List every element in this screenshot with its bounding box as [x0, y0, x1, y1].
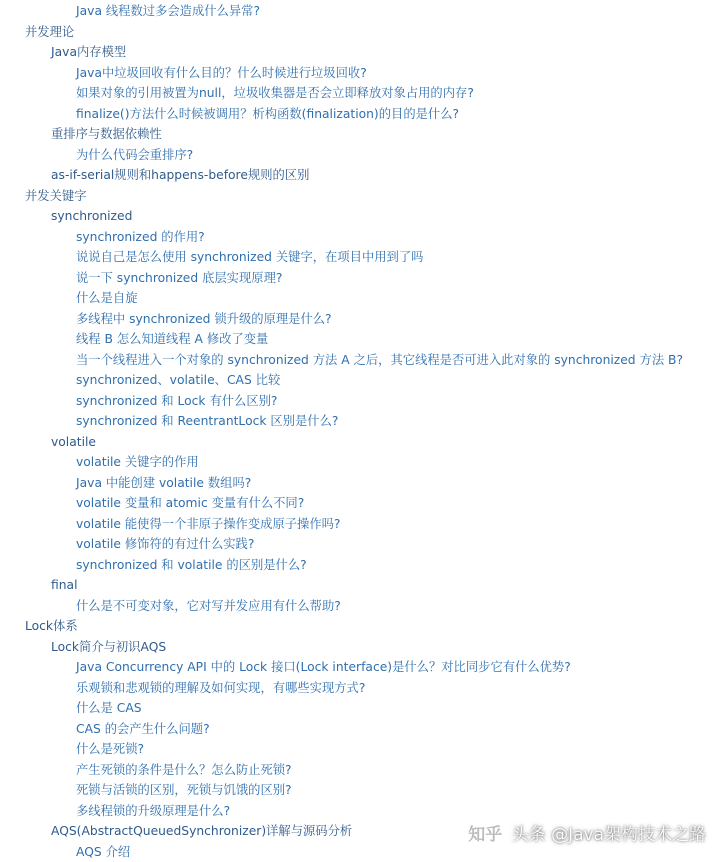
outline-question[interactable]: synchronized 和 Lock 有什么区别? — [0, 391, 277, 412]
watermark — [468, 823, 706, 847]
outline-question[interactable]: volatile 修饰符的有过什么实践? — [0, 534, 254, 555]
outline-section[interactable]: 并发理论 — [0, 22, 74, 43]
outline-question[interactable]: synchronized 和 ReentrantLock 区别是什么? — [0, 411, 338, 432]
outline-question[interactable]: 多线程中 synchronized 锁升级的原理是什么? — [0, 309, 332, 330]
outline-topic[interactable]: final — [0, 575, 78, 596]
outline-question[interactable]: 说说自己是怎么使用 synchronized 关键字，在项目中用到了吗 — [0, 247, 423, 268]
outline-question[interactable]: 什么是死锁? — [0, 739, 144, 760]
outline-question[interactable]: 死锁与活锁的区别，死锁与饥饿的区别? — [0, 780, 292, 801]
outline-topic[interactable]: 重排序与数据依赖性 — [0, 124, 162, 145]
outline-question[interactable]: synchronized 和 volatile 的区别是什么? — [0, 555, 307, 576]
outline-topic[interactable]: Java内存模型 — [0, 42, 126, 63]
watermark-text: 头条 @Java架构技术之路 — [512, 825, 706, 845]
outline-question[interactable]: 多线程锁的升级原理是什么? — [0, 801, 230, 822]
outline-topic[interactable]: volatile — [0, 432, 96, 453]
outline-question[interactable]: Java 中能创建 volatile 数组吗? — [0, 473, 251, 494]
outline-question[interactable]: volatile 能使得一个非原子操作变成原子操作吗? — [0, 514, 340, 535]
outline-question[interactable]: AQS 介绍 — [0, 842, 130, 862]
outline-topic[interactable]: as-if-serial规则和happens-before规则的区别 — [0, 165, 309, 186]
outline-question[interactable]: synchronized 的作用? — [0, 227, 205, 248]
outline-question[interactable]: 什么是不可变对象，它对写并发应用有什么帮助? — [0, 596, 341, 617]
outline-question[interactable]: 什么是 CAS — [0, 698, 142, 719]
outline-question[interactable]: 为什么代码会重排序? — [0, 145, 193, 166]
outline-topic[interactable]: Lock简介与初识AQS — [0, 637, 166, 658]
outline-question[interactable]: 说一下 synchronized 底层实现原理? — [0, 268, 282, 289]
outline-question[interactable]: 乐观锁和悲观锁的理解及如何实现，有哪些实现方式? — [0, 678, 365, 699]
outline-question[interactable]: CAS 的会产生什么问题? — [0, 719, 210, 740]
outline-topic[interactable]: AQS(AbstractQueuedSynchronizer)详解与源码分析 — [0, 821, 352, 842]
outline-question[interactable]: volatile 变量和 atomic 变量有什么不同? — [0, 493, 304, 514]
outline-question[interactable]: synchronized、volatile、CAS 比较 — [0, 370, 280, 391]
outline-question[interactable]: Java Concurrency API 中的 Lock 接口(Lock interface)是什么？对比同步它有什么优势? — [0, 657, 571, 678]
outline-question[interactable]: Java 线程数过多会造成什么异常? — [0, 1, 260, 22]
outline-section[interactable]: 并发关键字 — [0, 186, 87, 207]
outline-question[interactable]: 当一个线程进入一个对象的 synchronized 方法 A 之后，其它线程是否可进入此对象的 synchronized 方法 B? — [0, 350, 683, 371]
outline-question[interactable]: finalize()方法什么时候被调用？析构函数(finalization)的目的是什么? — [0, 104, 459, 125]
outline-question[interactable]: 什么是自旋 — [0, 288, 138, 309]
outline-question[interactable]: 产生死锁的条件是什么？怎么防止死锁? — [0, 760, 292, 781]
outline-question[interactable]: 线程 B 怎么知道线程 A 修改了变量 — [0, 329, 268, 350]
outline-topic[interactable]: synchronized — [0, 206, 132, 227]
zhihu-logo: 知乎 — [468, 825, 502, 845]
outline-question[interactable]: 如果对象的引用被置为null，垃圾收集器是否会立即释放对象占用的内存? — [0, 83, 474, 104]
outline-question[interactable]: Java中垃圾回收有什么目的？什么时候进行垃圾回收? — [0, 63, 367, 84]
outline-section[interactable]: Lock体系 — [0, 616, 78, 637]
outline-question[interactable]: volatile 关键字的作用 — [0, 452, 199, 473]
